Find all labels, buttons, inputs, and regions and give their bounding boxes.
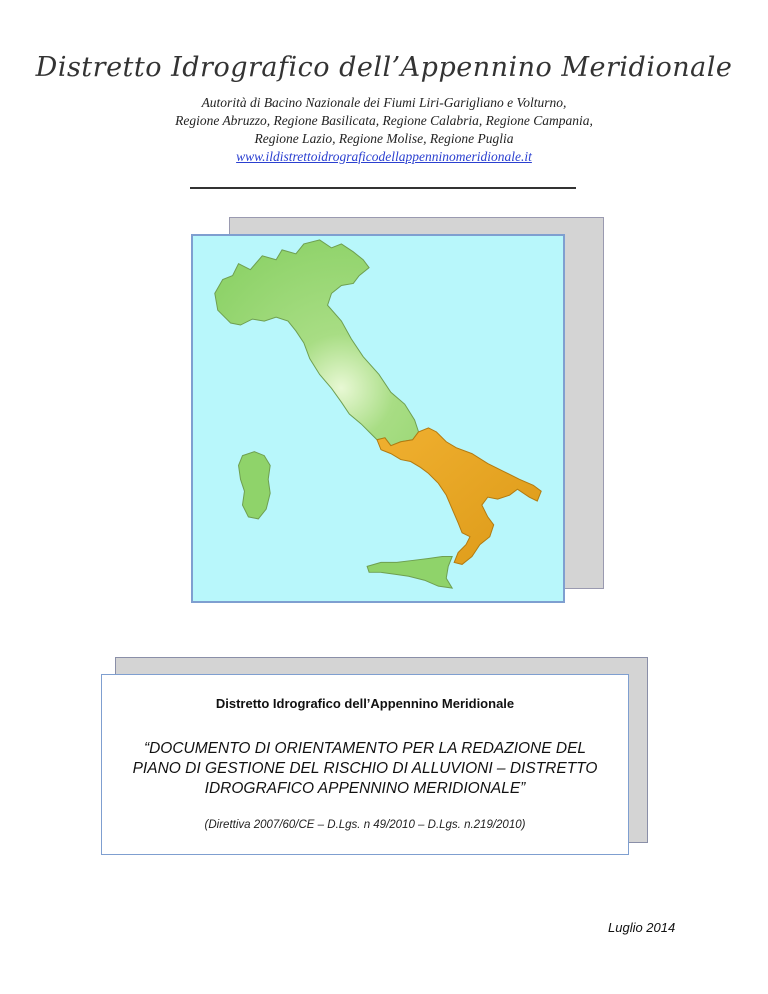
authority-block — [0, 94, 768, 166]
header-divider — [190, 187, 576, 189]
publication-date: Luglio 2014 — [608, 920, 676, 935]
document-subject — [102, 739, 628, 799]
italy-mainland-north — [215, 240, 419, 446]
subject-line: “DOCUMENTO DI ORIENTAMENTO PER LA REDAZIONE DEL — [143, 740, 587, 757]
sicily-island — [367, 556, 452, 588]
info-box-heading: Distretto Idrografico dell’Appennino Meridionale — [215, 696, 515, 711]
directive-reference: (Direttiva 2007/60/CE – D.Lgs. n 49/2010 – D.Lgs. n.219/2010) — [204, 819, 526, 831]
authority-line: Autorità di Bacino Nazionale dei Fiumi Liri-Garigliano e Volturno, — [201, 95, 567, 110]
subject-line: IDROGRAFICO APPENNINO MERIDIONALE” — [204, 780, 526, 797]
info-box — [101, 674, 629, 855]
italy-map — [191, 234, 565, 603]
sardinia-island — [239, 452, 271, 519]
website-link[interactable]: www.ildistrettoidrograficodellappenninomeridionale.it — [236, 149, 532, 164]
authority-line: Regione Abruzzo, Regione Basilicata, Regione Calabria, Regione Campania, — [175, 113, 593, 128]
authority-line: Regione Lazio, Regione Molise, Regione Puglia — [254, 131, 514, 146]
italy-map-graphic — [193, 236, 563, 601]
subject-line: PIANO DI GESTIONE DEL RISCHIO DI ALLUVIONI – DISTRETTO — [132, 760, 598, 777]
document-title: Distretto Idrografico dell’Appennino Meridionale — [35, 52, 733, 83]
district-appennino-meridionale — [377, 428, 541, 565]
